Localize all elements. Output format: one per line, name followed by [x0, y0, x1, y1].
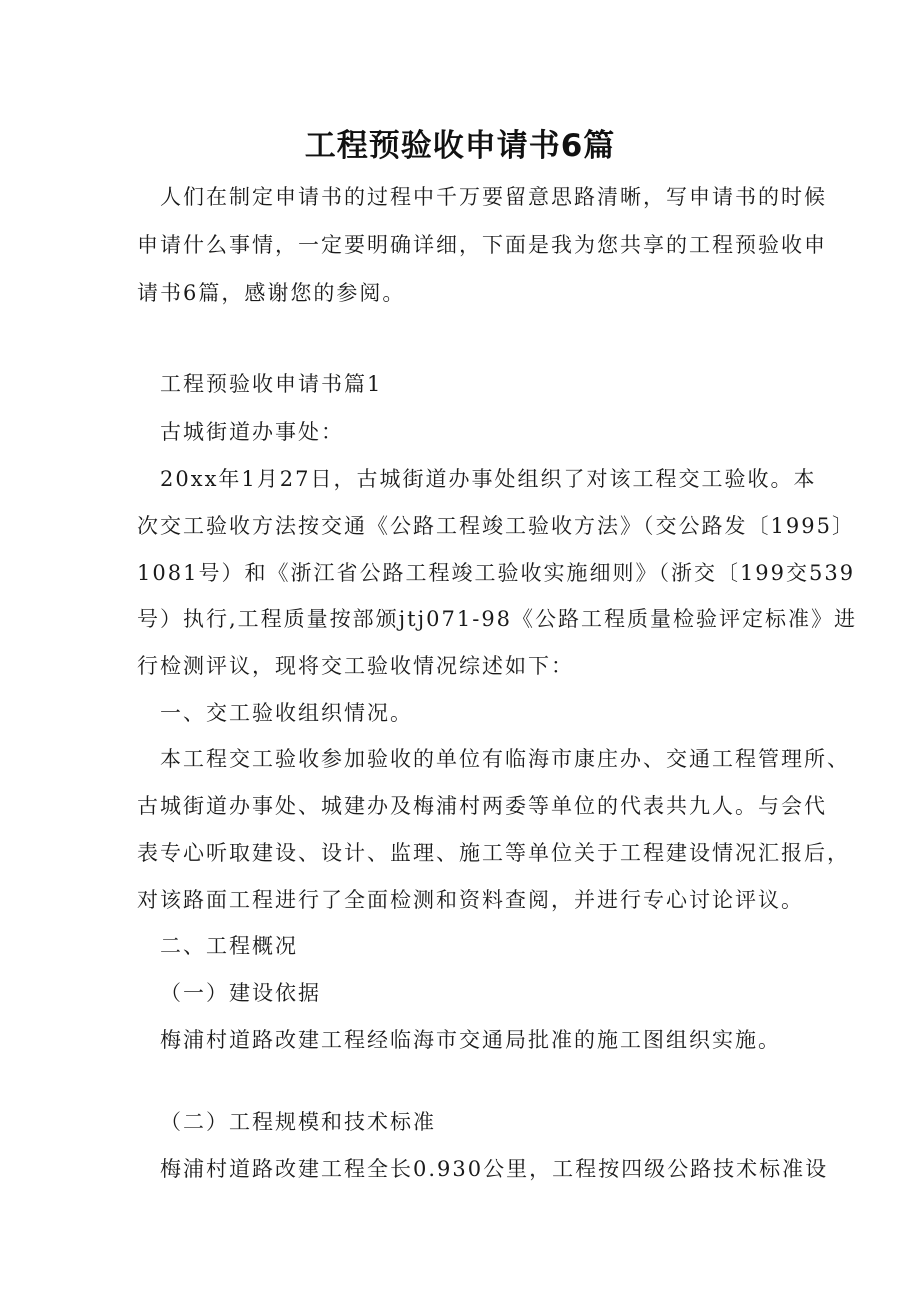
body-line-8: 表专心听取建设、设计、监理、施工等单位关于工程建设情况汇报后， [137, 841, 850, 865]
body-line-3: 1081号）和《浙江省公路工程竣工验收实施细则》（浙交〔199交539 [137, 561, 856, 585]
intro-line-2: 申请什么事情，一定要明确详细，下面是我为您共享的工程预验收申 [137, 233, 827, 257]
subheading-basis: （一）建设依据 [160, 981, 321, 1005]
subheading-scale: （二）工程规模和技术标准 [160, 1110, 436, 1134]
intro-line-1: 人们在制定申请书的过程中千万要留意思路清晰，写申请书的时候 [160, 185, 827, 209]
body-line-10: 梅浦村道路改建工程经临海市交通局批准的施工图组织实施。 [160, 1028, 781, 1052]
salutation: 古城街道办事处： [160, 420, 344, 444]
heading-overview: 二、工程概况 [160, 934, 298, 958]
body-line-11: 梅浦村道路改建工程全长0.930公里，工程按四级公路技术标准设 [160, 1157, 829, 1181]
section-heading-1: 工程预验收申请书篇1 [160, 372, 383, 396]
body-line-7: 古城街道办事处、城建办及梅浦村两委等单位的代表共九人。与会代 [137, 794, 827, 818]
body-line-2: 次交工验收方法按交通《公路工程竣工验收方法》（交公路发〔1995〕 [137, 514, 855, 538]
body-line-1: 20xx年1月27日，古城街道办事处组织了对该工程交工验收。本 [160, 467, 817, 491]
body-line-6: 本工程交工验收参加验收的单位有临海市康庄办、交通工程管理所、 [160, 747, 850, 771]
document-title: 工程预验收申请书6篇 [304, 128, 616, 164]
heading-org: 一、交工验收组织情况。 [160, 701, 413, 725]
intro-line-3: 请书6篇，感谢您的参阅。 [137, 281, 406, 305]
body-line-9: 对该路面工程进行了全面检测和资料查阅，并进行专心讨论评议。 [137, 888, 804, 912]
body-line-5: 行检测评议，现将交工验收情况综述如下： [137, 654, 574, 678]
body-line-4: 号）执行,工程质量按部颁jtj071-98《公路工程质量检验评定标准》进 [137, 607, 858, 631]
